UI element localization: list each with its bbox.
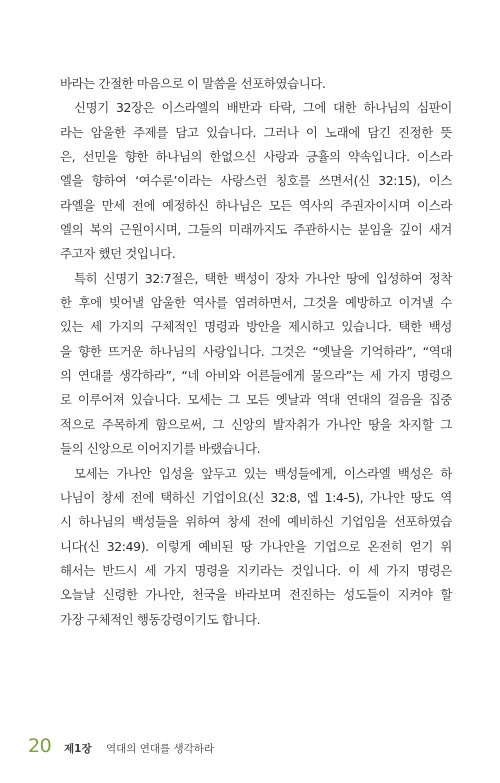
chapter-label: 제1장 [64, 743, 92, 755]
page-body [60, 72, 452, 632]
text-line: 은, 선민을 향한 하나님의 한없으신 사랑과 긍휼의 약속입니다. 이스라 [60, 149, 452, 165]
text-line: 있는 세 가지의 구체적인 명령과 방안을 제시하고 있습니다. 택한 백성 [60, 319, 452, 335]
text-line: 나님이 창세 전에 택하신 기업이요(신 32:8, 엡 1:4-5), 가나안 땅도 역 [60, 489, 452, 505]
text-line: 주고자 했던 것입니다. [60, 246, 176, 262]
paragraph [60, 96, 452, 266]
text-line: 시 하나님의 백성들을 위하여 창세 전에 예비하신 기업임을 선포하였습 [60, 514, 452, 530]
text-line: 신명기 32장은 이스라엘의 배반과 타락, 그에 대한 하나님의 심판이 [74, 100, 452, 116]
text-line: 오늘날 신령한 가나안, 천국을 바라보며 전진하는 성도들이 지켜야 할 [60, 587, 452, 603]
text-line: 가장 구체적인 행동강령이기도 합니다. [60, 611, 261, 627]
text-line: 엘의 복의 근원이시며, 그들의 미래까지도 주관하시는 분임을 깊이 새겨 [60, 222, 452, 238]
text-line: 적으로 주목하게 함으로써, 그 신앙의 발자취가 가나안 땅을 차지할 그 [60, 416, 452, 432]
paragraph [60, 267, 452, 462]
text-line: 들의 신앙으로 이어지기를 바랬습니다. [60, 441, 261, 457]
text-line: 특히 신명기 32:7절은, 택한 백성이 장차 가나안 땅에 입성하여 정착 [74, 270, 452, 286]
text-line: 엘을 향하여 ‘여수룬’이라는 사랑스런 칭호를 쓰면서(신 32:15), 이스 [60, 173, 452, 189]
text-line: 바라는 간절한 마음으로 이 말씀을 선포하였습니다. [60, 76, 326, 91]
text-line: 로 이루어져 있습니다. 모세는 그 모든 옛날과 역대 연대의 걸음을 집중 [60, 392, 452, 408]
text-line: 라는 암울한 주제를 담고 있습니다. 그러나 이 노래에 담긴 진정한 뜻 [60, 124, 452, 140]
paragraph [60, 462, 452, 632]
paragraph [60, 72, 452, 96]
text-line: 라엘을 만세 전에 예정하신 하나님은 모든 역사의 주권자이시며 이스라 [60, 197, 452, 213]
chapter-title: 역대의 연대를 생각하라 [106, 743, 215, 755]
text-line: 모세는 가나안 입성을 앞두고 있는 백성들에게, 이스라엘 백성은 하 [74, 465, 452, 481]
text-line: 한 후에 빚어낼 암울한 역사를 염려하면서, 그것을 예방하고 이겨낼 수 [60, 295, 452, 311]
text-line: 해서는 반드시 세 가지 명령을 지키라는 것입니다. 이 세 가지 명령은 [60, 562, 452, 578]
text-line: 의 연대를 생각하라”, “네 아비와 어른들에게 물으라”는 세 가지 명령으 [60, 368, 452, 384]
text-line: 을 향한 뜨거운 하나님의 사랑입니다. 그것은 “옛날을 기억하라”, “역대 [60, 343, 452, 359]
text-line: 니다(신 32:49). 이렇게 예비된 땅 가나안을 기업으로 온전히 얻기 위 [60, 538, 452, 554]
page-footer [0, 735, 500, 765]
page-number: 20 [28, 735, 52, 757]
